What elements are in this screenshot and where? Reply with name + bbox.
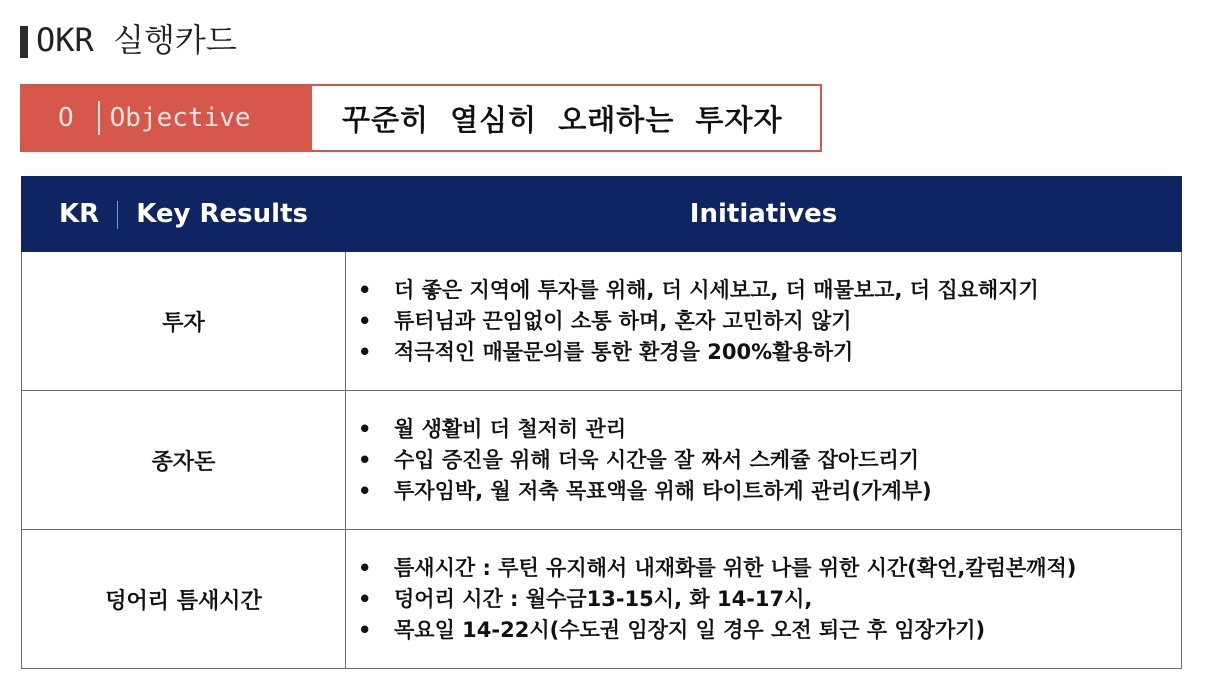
- list-item: • 적극적인 매물문의를 통한 환경을 200%활용하기: [352, 337, 1180, 368]
- initiatives-header: Initiatives: [346, 177, 1182, 252]
- kr-cell: 투자: [22, 252, 346, 391]
- title-text: 실행카드: [113, 21, 237, 59]
- kr-header-separator: [117, 201, 118, 229]
- objective-letter: O: [58, 103, 74, 133]
- table-header-row: [22, 177, 1182, 252]
- table-row: [22, 530, 1182, 669]
- kr-header-abbr: KR: [59, 199, 100, 229]
- page-title: [36, 18, 237, 62]
- list-item: • 튜터님과 끈임없이 소통 하며, 혼자 고민하지 않기: [352, 306, 1180, 337]
- objective-box: [20, 84, 822, 152]
- list-item: • 틈새시간 : 루틴 유지해서 내재화를 위한 나를 위한 시간(확언,칼럼본깨적): [352, 553, 1180, 584]
- list-item: • 목요일 14-22시(수도권 임장지 일 경우 오전 퇴근 후 임장가기): [352, 615, 1180, 646]
- okr-table: [21, 176, 1182, 669]
- kr-cell: 종자돈: [22, 391, 346, 530]
- kr-cell: 덩어리 틈새시간: [22, 530, 346, 669]
- title-accent-bar: [20, 26, 28, 58]
- table-row: [22, 391, 1182, 530]
- list-item: • 더 좋은 지역에 투자를 위해, 더 시세보고, 더 매물보고, 더 집요해지기: [352, 275, 1180, 306]
- initiatives-cell: [346, 391, 1182, 530]
- objective-separator: [98, 101, 100, 135]
- table-row: [22, 252, 1182, 391]
- initiatives-cell: [346, 252, 1182, 391]
- initiatives-cell: [346, 530, 1182, 669]
- objective-text: 꾸준히 열심히 오래하는 투자자: [342, 102, 783, 137]
- kr-header: [22, 177, 346, 252]
- list-item: • 덩어리 시간 : 월수금13-15시, 화 14-17시,: [352, 584, 1180, 615]
- title-prefix: OKR: [36, 21, 94, 59]
- initiatives-list: [352, 414, 1180, 507]
- kr-header-label: Key Results: [136, 199, 308, 229]
- list-item: • 투자임박, 월 저축 목표액을 위해 타이트하게 관리(가계부): [352, 476, 1180, 507]
- objective-label: [22, 86, 312, 150]
- initiatives-list: [352, 553, 1180, 646]
- initiatives-list: [352, 275, 1180, 368]
- list-item: • 월 생활비 더 철저히 관리: [352, 414, 1180, 445]
- list-item: • 수입 증진을 위해 더욱 시간을 잘 짜서 스케쥴 잡아드리기: [352, 445, 1180, 476]
- objective-label-text: Objective: [109, 103, 251, 133]
